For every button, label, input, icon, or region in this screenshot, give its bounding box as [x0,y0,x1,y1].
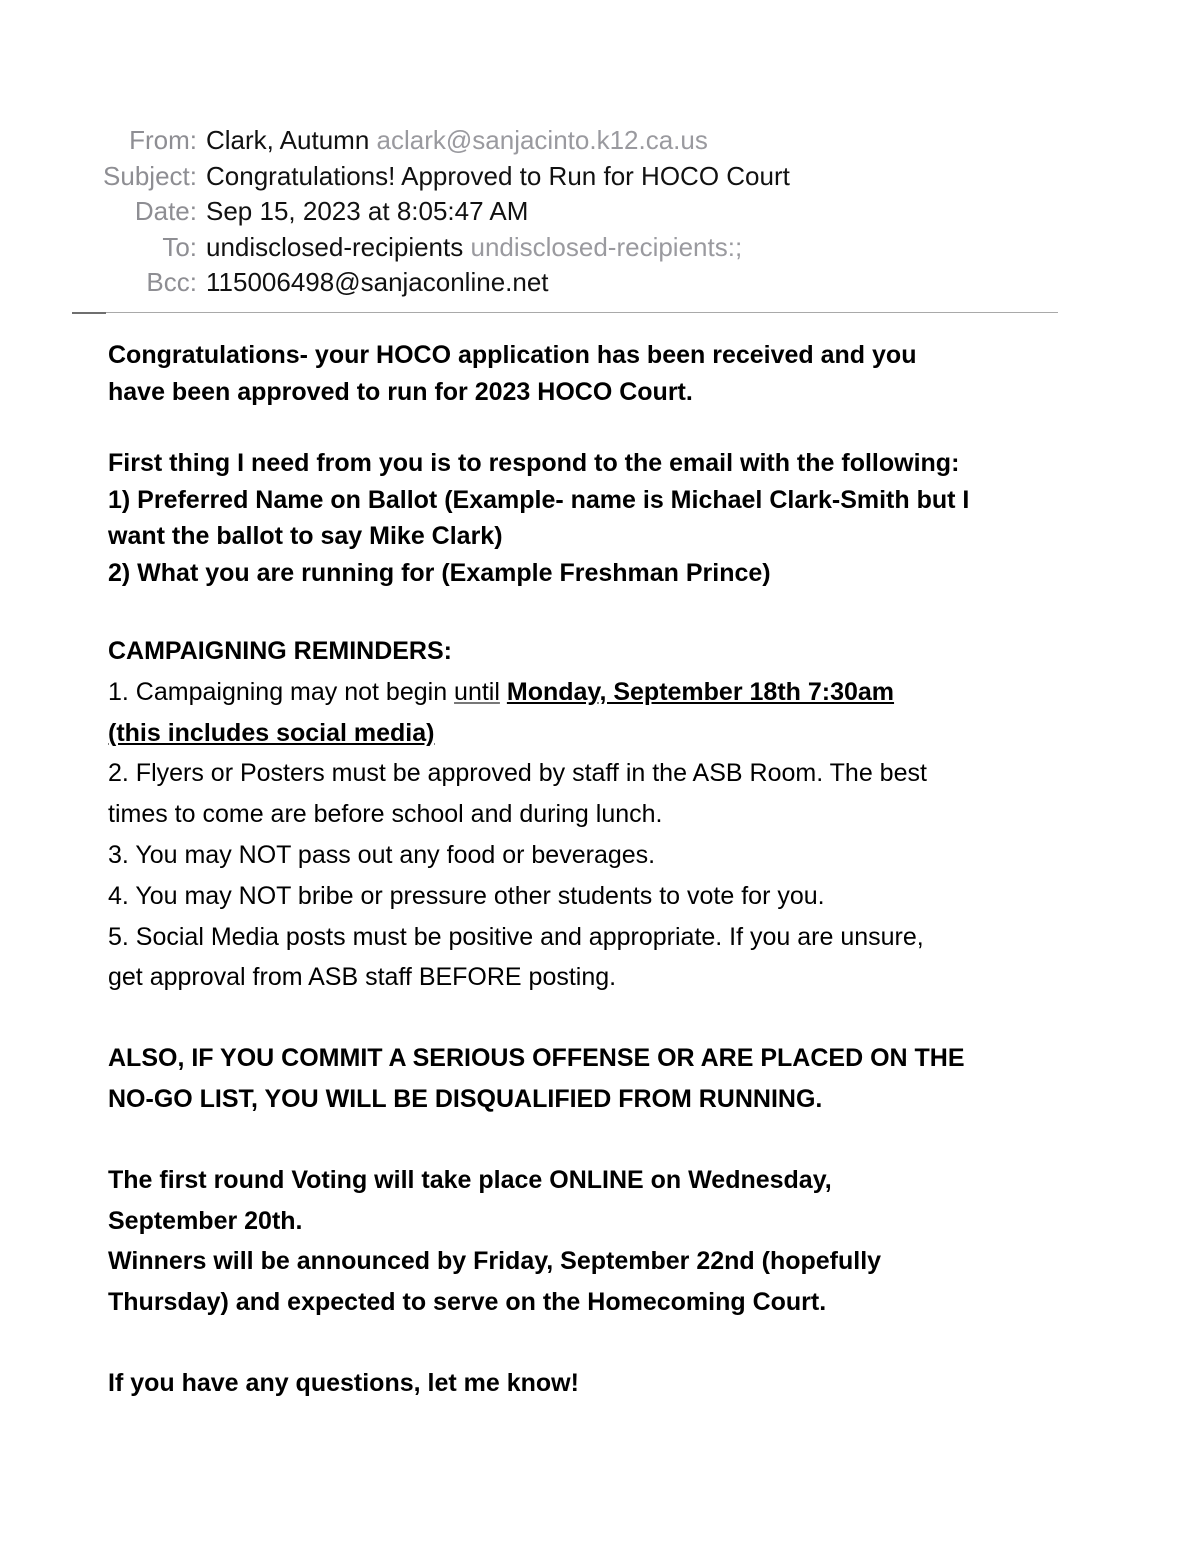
winners-line: Thursday) and expected to serve on the Homecoming Court. [108,1288,827,1317]
closing-line: If you have any questions, let me know! [108,1368,579,1397]
to-label: To: [162,231,197,262]
spacer [108,410,1108,445]
subject-label: Subject: [103,160,197,191]
request-line: 2) What you are running for (Example Freshman Prince) [108,558,771,587]
intro-line: have been approved to run for 2023 HOCO Court. [108,377,693,406]
request-paragraph [108,445,1108,591]
intro-paragraph [108,337,1108,410]
spacer [108,1323,1108,1363]
reminder-text: times to come are before school and during lunch. [108,800,663,829]
reminders-heading: CAMPAIGNING REMINDERS: [108,637,452,665]
to-row [0,230,1200,266]
campaign-start-date: Monday, September 18th 7:30am [506,677,895,706]
warning-line: NO-GO LIST, YOU WILL BE DISQUALIFIED FROM RUNNING. [108,1084,823,1113]
from-label: From: [129,125,197,155]
campaign-start-note: (this includes social media) [108,718,435,747]
header-divider [72,312,1058,313]
voting-paragraph [108,1160,1108,1323]
subject-row [0,159,1200,195]
request-line: want the ballot to say Mike Clark) [108,522,503,550]
warning-paragraph [108,1038,1108,1120]
date-text: Sep 15, 2023 at 8:05:47 AM [206,196,529,226]
date-label: Date: [134,196,197,226]
request-line: First thing I need from you is to respond to the email with the following: [108,449,960,477]
recipient-address[interactable]: undisclosed-recipients:; [470,231,743,262]
subject-text: Congratulations! Approved to Run for HOCO Court [206,160,790,191]
reminder-item: 3. You may NOT pass out any food or beverages. [108,840,656,869]
intro-line: Congratulations- your HOCO application has been received and you [108,341,917,369]
reminder-text: get approval from ASB staff BEFORE posting. [108,963,617,992]
reminder-item: 4. You may NOT bribe or pressure other students to vote for you. [108,881,825,910]
spacer [108,998,1108,1038]
recipient-name: undisclosed-recipients [206,231,464,262]
bcc-row [0,265,1200,301]
reminder-item [108,753,1108,835]
reminder-text: 2. Flyers or Posters must be approved by staff in the ASB Room. The best [108,759,927,788]
voting-line: The first round Voting will take place ONLINE on Wednesday, [108,1165,832,1194]
reminder-item [108,917,1108,999]
voting-line: September 20th. [108,1206,303,1235]
email-header [0,123,1200,301]
warning-line: ALSO, IF YOU COMMIT A SERIOUS OFFENSE OR ARE PLACED ON THE [108,1044,965,1073]
email-body [108,337,1108,1404]
date-row [0,194,1200,230]
reminder-until: until [454,677,500,706]
spacer [108,591,1108,631]
reminder-text: 1. Campaigning may not begin [108,677,455,706]
bcc-label: Bcc: [146,267,197,297]
reminder-item [108,672,1108,754]
winners-line: Winners will be announced by Friday, September 22nd (hopefully [108,1247,882,1276]
sender-email[interactable]: aclark@sanjacinto.k12.ca.us [376,125,708,155]
reminder-text: 5. Social Media posts must be positive and appropriate. If you are unsure, [108,922,924,951]
spacer [108,1120,1108,1160]
sender-name: Clark, Autumn [206,125,370,155]
header-divider-accent [72,312,106,314]
from-row [0,123,1200,159]
request-line: 1) Preferred Name on Ballot (Example- name is Michael Clark-Smith but I [108,485,970,514]
bcc-address[interactable]: 115006498@sanjaconline.net [206,267,549,297]
